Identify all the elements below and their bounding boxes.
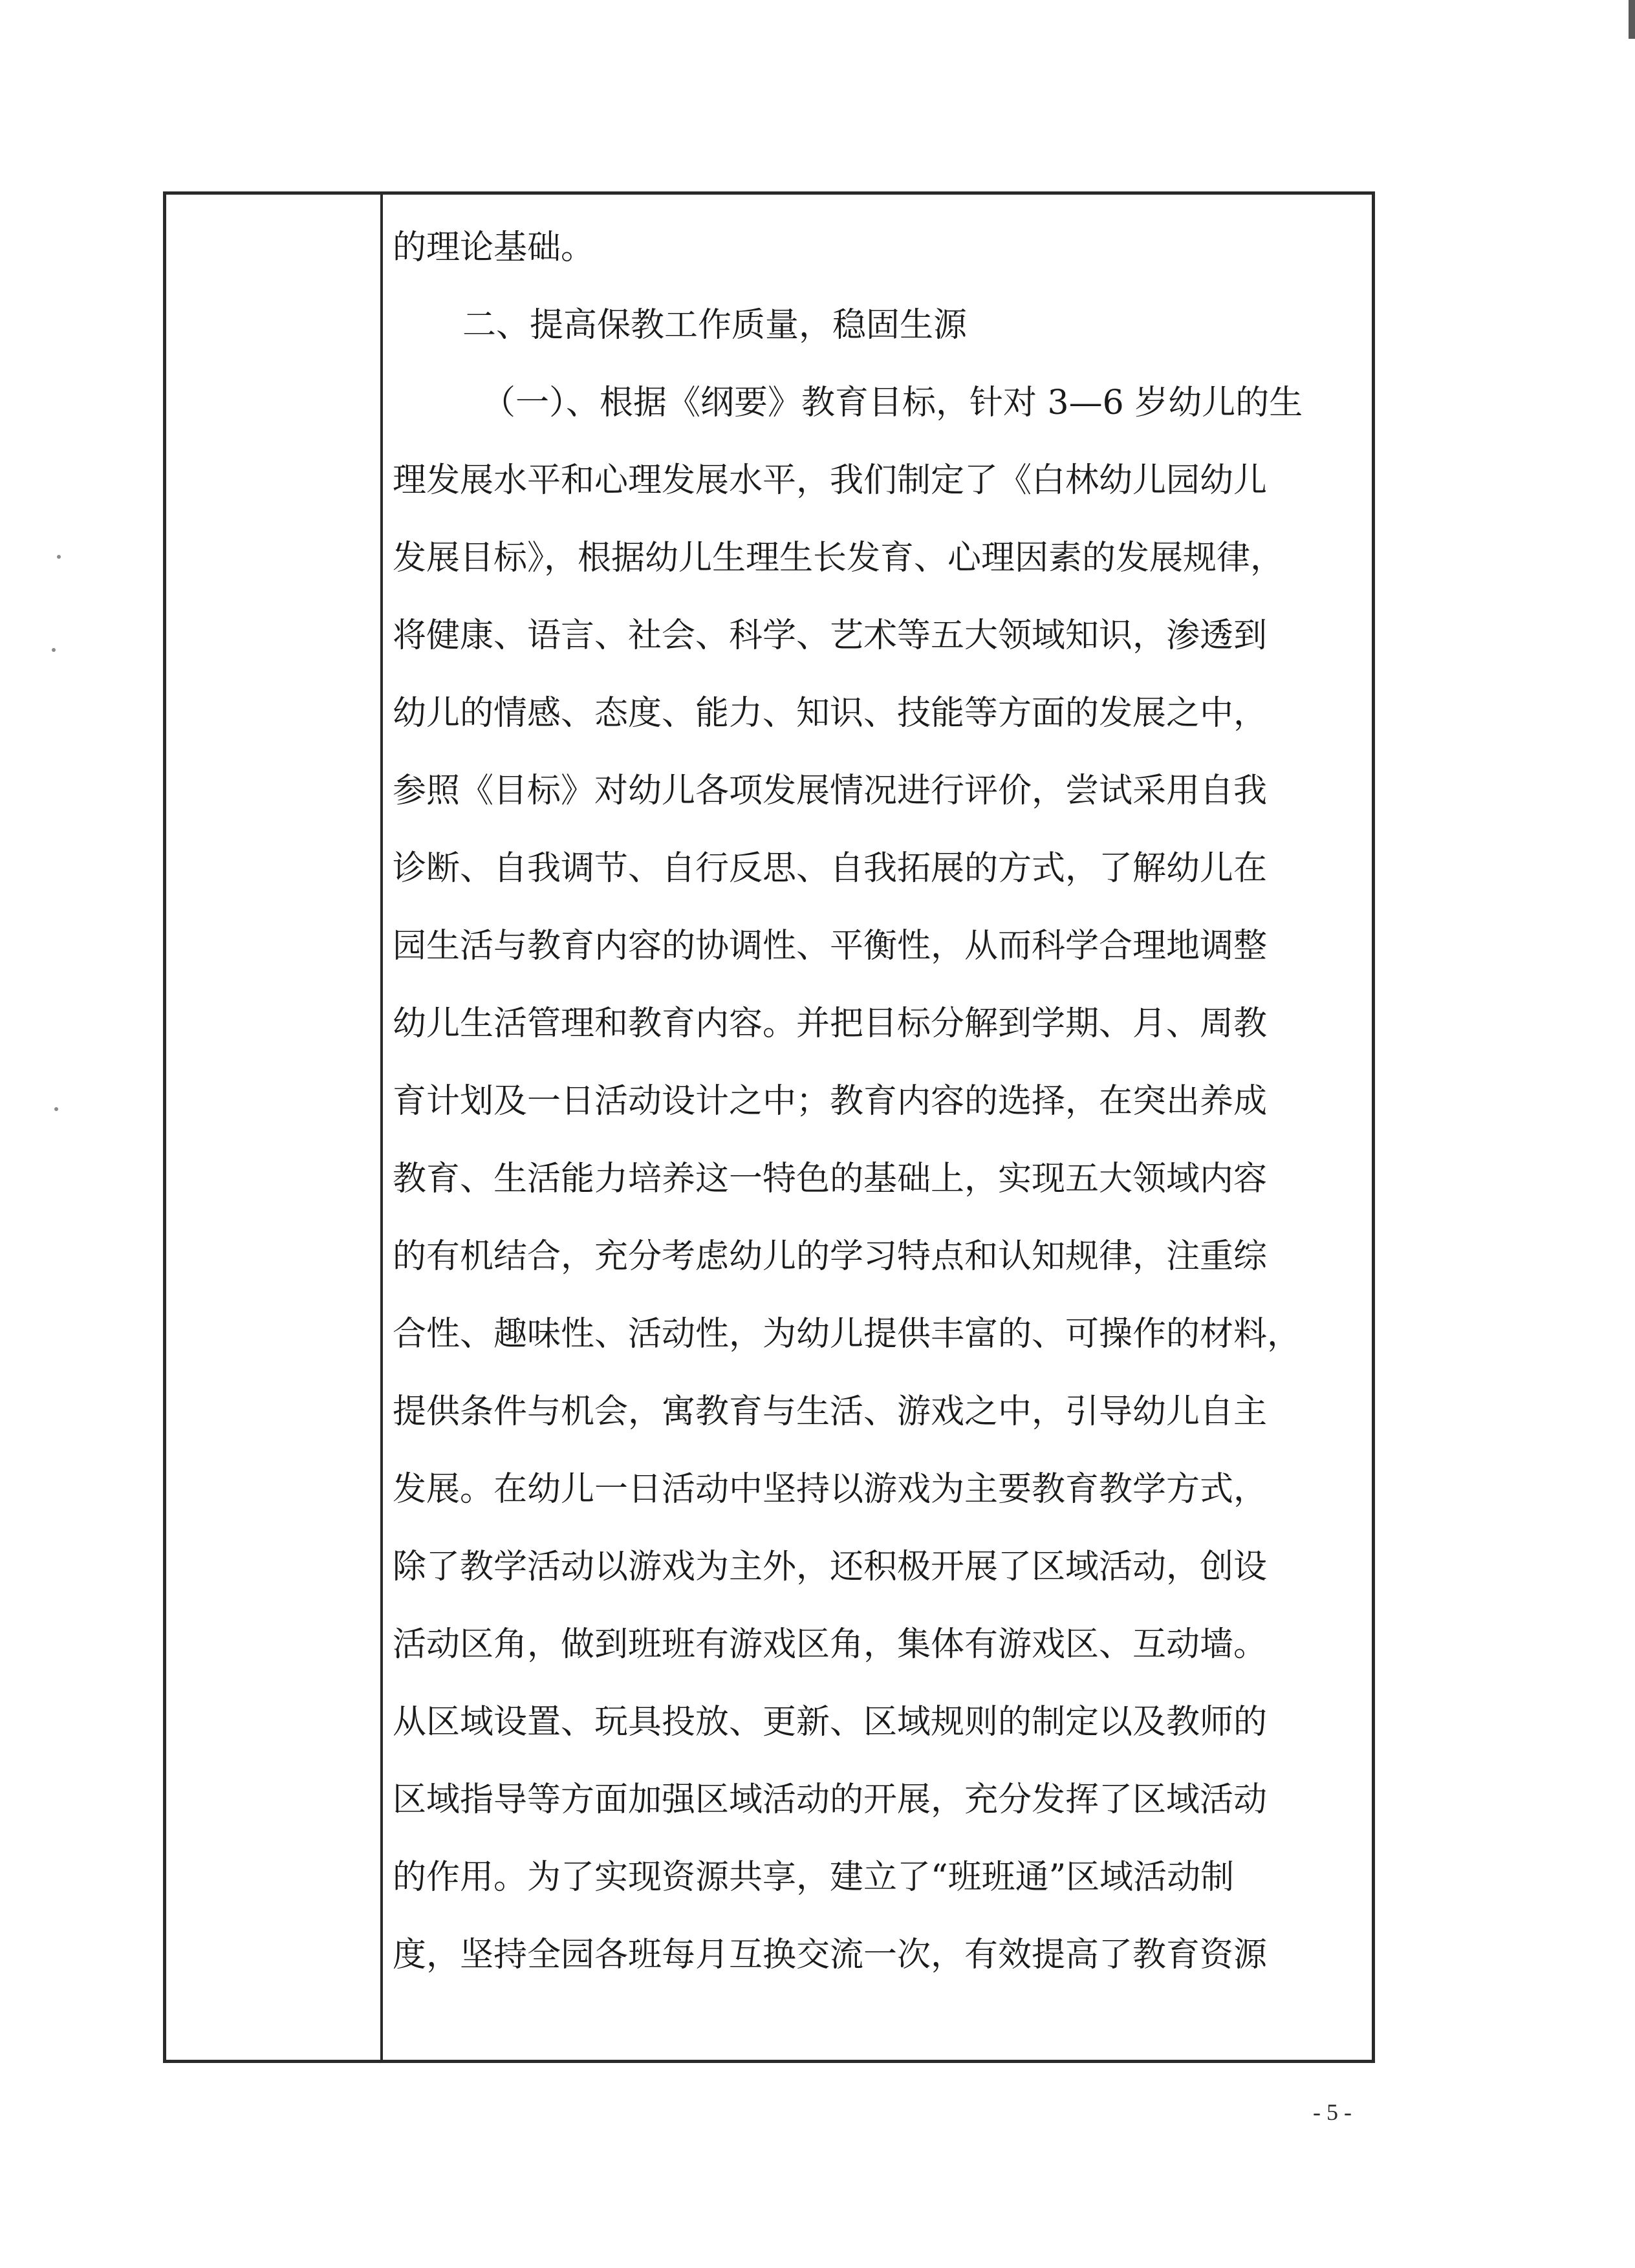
text-line: 诊断、自我调节、自行反思、自我拓展的方式，了解幼儿在 — [393, 849, 1268, 888]
text-line: 从区域设置、玩具投放、更新、区域规则的制定以及教师的 — [393, 1703, 1268, 1742]
text-line: 理发展水平和心理发展水平，我们制定了《白林幼儿园幼儿 — [393, 461, 1268, 500]
text-line: 除了教学活动以游戏为主外，还积极开展了区域活动，创设 — [393, 1548, 1268, 1586]
document-table — [163, 191, 1375, 2063]
text-line: 提供条件与机会，寓教育与生活、游戏之中，引导幼儿自主 — [393, 1392, 1268, 1431]
table-label-column — [166, 195, 383, 2060]
text-line: 的有机结合，充分考虑幼儿的学习特点和认知规律，注重综 — [393, 1237, 1268, 1276]
text-line: 发展目标》，根据幼儿生理生长发育、心理因素的发展规律， — [393, 539, 1284, 578]
text-line: 的作用。为了实现资源共享，建立了“班班通”区域活动制 — [393, 1858, 1235, 1897]
scan-speck — [52, 648, 56, 652]
text-line: 参照《目标》对幼儿各项发展情况进行评价，尝试采用自我 — [393, 772, 1268, 810]
text-line: 的理论基础。 — [393, 228, 595, 267]
text-line: 将健康、语言、社会、科学、艺术等五大领域知识，渗透到 — [393, 616, 1268, 655]
text-line: 活动区角，做到班班有游戏区角，集体有游戏区、互动墙。 — [393, 1625, 1268, 1664]
table-content-cell — [393, 195, 1350, 2060]
scan-speck — [54, 1107, 58, 1111]
text-line: 教育、生活能力培养这一特色的基础上，实现五大领域内容 — [393, 1160, 1268, 1198]
text-line: 发展。在幼儿一日活动中坚持以游戏为主要教育教学方式， — [393, 1470, 1268, 1509]
scan-speck — [57, 555, 61, 559]
text-line: 幼儿的情感、态度、能力、知识、技能等方面的发展之中， — [393, 694, 1268, 733]
text-line: 园生活与教育内容的协调性、平衡性，从而科学合理地调整 — [393, 927, 1268, 966]
scan-edge-mark — [1629, 0, 1635, 39]
text-line: 合性、趣味性、活动性，为幼儿提供丰富的、可操作的材料， — [393, 1315, 1301, 1354]
text-line: （一）、根据《纲要》教育目标，针对 3—6 岁幼儿的生 — [482, 383, 1303, 422]
text-line: 区域指导等方面加强区域活动的开展，充分发挥了区域活动 — [393, 1780, 1268, 1819]
text-line: 度，坚持全园各班每月互换交流一次，有效提高了教育资源 — [393, 1936, 1268, 1974]
text-line: 幼儿生活管理和教育内容。并把目标分解到学期、月、周教 — [393, 1004, 1268, 1043]
page-number: - 5 - — [1313, 2099, 1352, 2125]
text-line: 育计划及一日活动设计之中；教育内容的选择，在突出养成 — [393, 1082, 1268, 1121]
section-heading: 二、提高保教工作质量，稳固生源 — [462, 306, 968, 345]
